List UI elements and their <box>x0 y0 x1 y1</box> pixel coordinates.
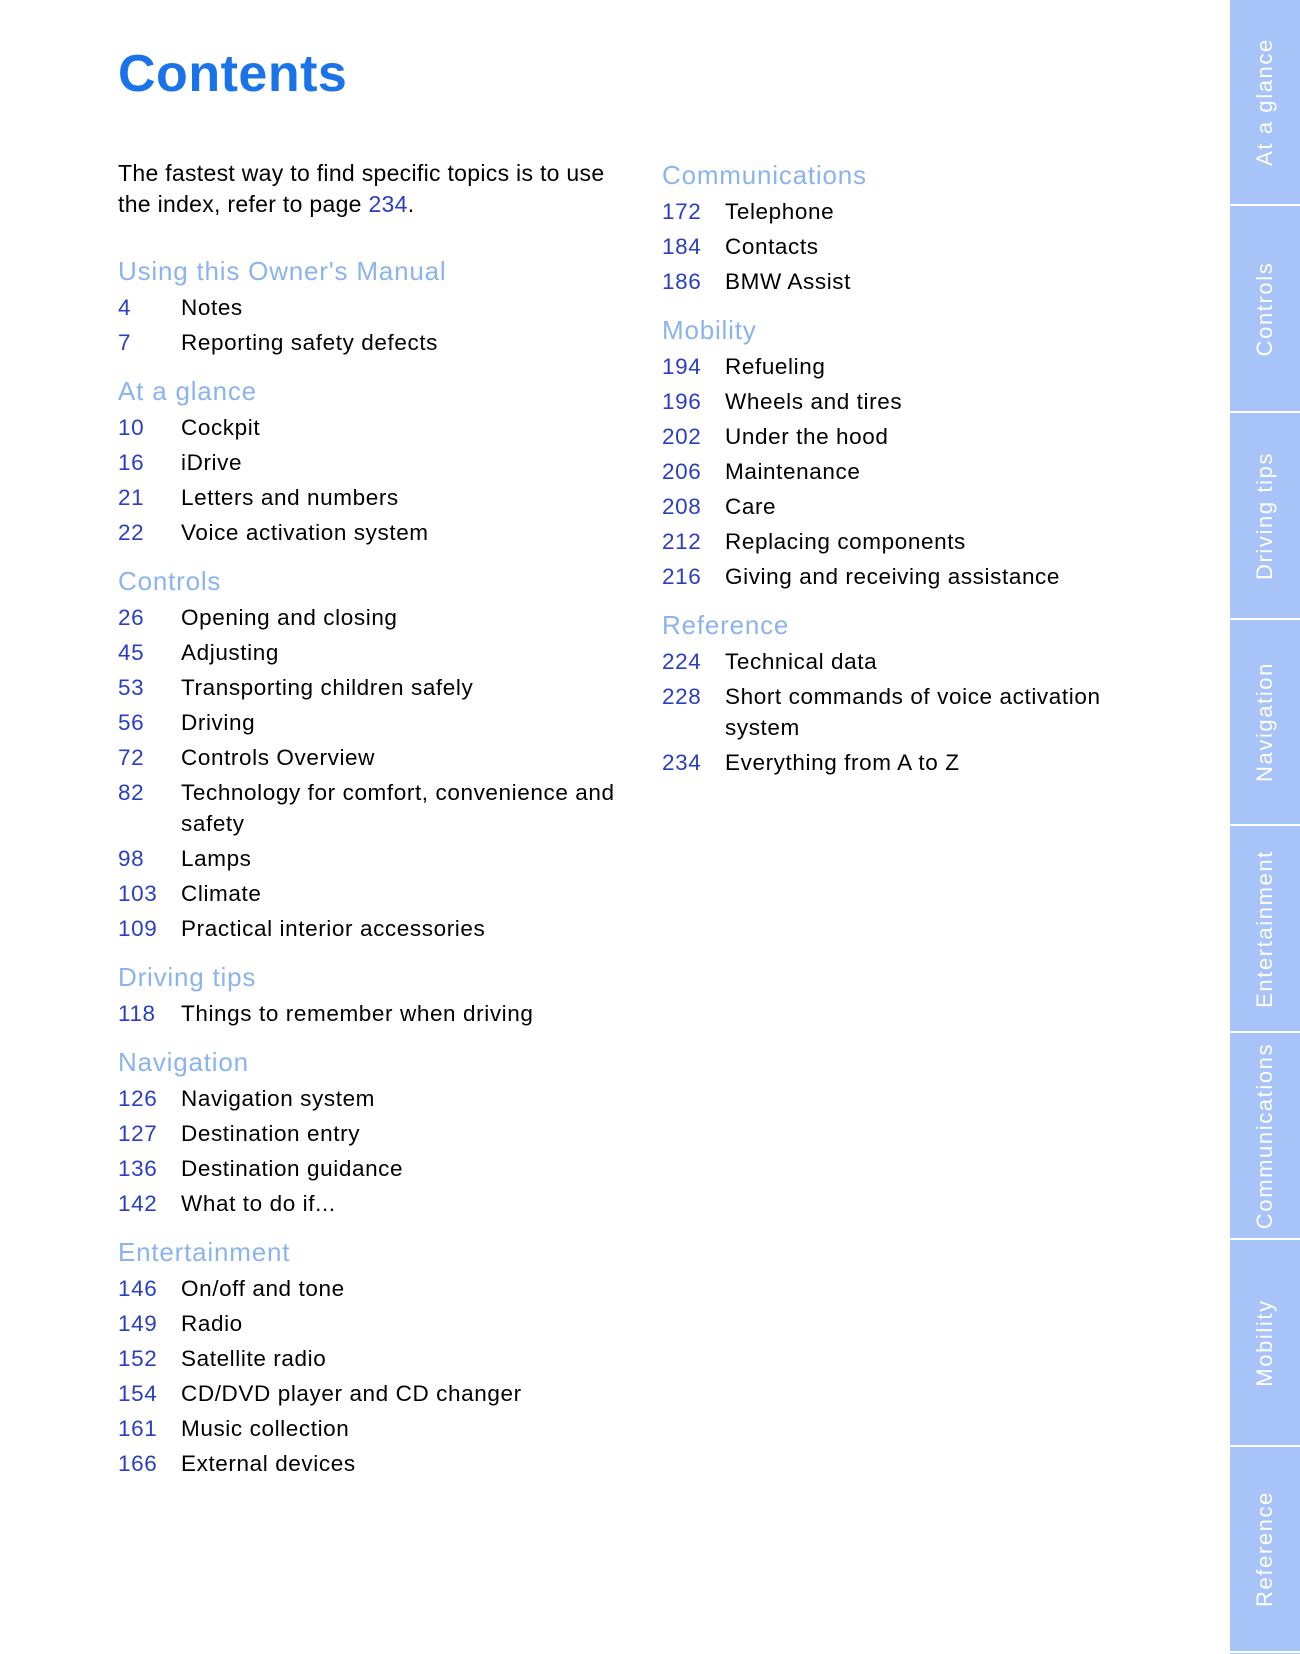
toc-entry[interactable] <box>118 1118 638 1149</box>
sidebar-tab-navigation[interactable] <box>1230 620 1300 826</box>
page-number[interactable]: 224 <box>662 649 702 674</box>
toc-entry[interactable] <box>662 456 1132 487</box>
page-number[interactable]: 16 <box>118 450 145 475</box>
right-column <box>662 158 1132 794</box>
page-number[interactable]: 149 <box>118 1311 158 1336</box>
toc-entry[interactable] <box>662 266 1132 297</box>
sidebar-tab-label: Controls <box>1252 261 1277 357</box>
entry-title[interactable]: BMW Assist <box>725 269 852 294</box>
toc-entry[interactable] <box>118 1083 638 1114</box>
sidebar-tab-driving-tips[interactable] <box>1230 414 1300 620</box>
entry-title[interactable]: Cockpit <box>181 415 261 440</box>
page-number[interactable]: 216 <box>662 564 702 589</box>
chapter-tab-sidebar <box>1230 0 1300 1654</box>
section-entertainment <box>118 1235 638 1479</box>
sidebar-tab-mobility[interactable] <box>1230 1241 1300 1447</box>
page-number[interactable]: 72 <box>118 745 145 770</box>
page-number[interactable]: 172 <box>662 199 702 224</box>
page-number[interactable]: 184 <box>662 234 702 259</box>
page-number[interactable]: 154 <box>118 1381 158 1406</box>
toc-entry[interactable] <box>118 843 638 874</box>
page-number[interactable]: 118 <box>118 1001 156 1026</box>
entry-title[interactable]: Care <box>725 494 777 519</box>
toc-entry[interactable] <box>118 1188 638 1219</box>
page-number[interactable]: 202 <box>662 424 702 449</box>
entry-title[interactable]: Opening and closing <box>181 605 398 630</box>
entry-title[interactable]: What to do if... <box>181 1191 336 1216</box>
page-number[interactable]: 146 <box>118 1276 158 1301</box>
page-number[interactable]: 152 <box>118 1346 158 1371</box>
page-number[interactable]: 206 <box>662 459 702 484</box>
page-number[interactable]: 228 <box>662 684 702 709</box>
page-number[interactable]: 53 <box>118 675 145 700</box>
toc-entry[interactable] <box>118 482 638 513</box>
toc-entry[interactable] <box>662 526 1132 557</box>
page-number[interactable]: 142 <box>118 1191 158 1216</box>
entry-title[interactable]: Everything from A to Z <box>725 750 960 775</box>
page-number[interactable]: 22 <box>118 520 145 545</box>
page-number[interactable]: 82 <box>118 780 145 805</box>
entry-title[interactable]: Things to remember when driving <box>181 1001 534 1026</box>
intro-paragraph <box>118 158 638 220</box>
toc-entry[interactable] <box>118 292 638 323</box>
sidebar-tab-label: At a glance <box>1252 38 1277 166</box>
right-sections <box>662 158 1132 778</box>
sidebar-tab-entertainment[interactable] <box>1230 827 1300 1033</box>
sidebar-tab-communications[interactable] <box>1230 1034 1300 1240</box>
entry-title[interactable]: Contacts <box>725 234 819 259</box>
page-number[interactable]: 4 <box>118 295 132 320</box>
intro-text: The fastest way to find specific topics is to use the index, refer to page <box>118 160 605 217</box>
page-number[interactable]: 136 <box>118 1156 158 1181</box>
sidebar-tab-controls[interactable] <box>1230 207 1300 413</box>
entry-title[interactable]: Transporting children safely <box>181 675 474 700</box>
page-number[interactable]: 127 <box>118 1121 158 1146</box>
toc-entry[interactable] <box>662 491 1132 522</box>
entry-title[interactable]: Under the hood <box>725 424 889 449</box>
entry-title[interactable]: Radio <box>181 1311 243 1336</box>
toc-entry[interactable] <box>118 1413 638 1444</box>
page-number[interactable]: 196 <box>662 389 702 414</box>
page-number[interactable]: 21 <box>118 485 145 510</box>
toc-entry[interactable] <box>118 447 638 478</box>
page-number[interactable]: 186 <box>662 269 702 294</box>
toc-entry[interactable] <box>662 646 1132 677</box>
entry-title[interactable]: Telephone <box>725 199 835 224</box>
entry-title[interactable]: iDrive <box>181 450 243 475</box>
section-using-this-owner-s-manual <box>118 254 638 358</box>
toc-entry[interactable] <box>118 1153 638 1184</box>
entry-title[interactable]: Satellite radio <box>181 1346 327 1371</box>
section-heading[interactable]: At a glance <box>118 376 257 406</box>
entry-title[interactable]: Refueling <box>725 354 826 379</box>
toc-entry[interactable] <box>118 1378 638 1409</box>
entry-title[interactable]: Letters and numbers <box>181 485 399 510</box>
section-heading[interactable]: Communications <box>662 160 867 190</box>
toc-entry[interactable] <box>118 913 638 944</box>
intro-end: . <box>407 191 415 217</box>
toc-entry[interactable] <box>118 412 638 443</box>
page-number[interactable]: 56 <box>118 710 145 735</box>
toc-entry[interactable] <box>118 878 638 909</box>
sidebar-tab-label: Driving tips <box>1252 451 1277 580</box>
entry-title[interactable]: Practical interior accessories <box>181 916 486 941</box>
toc-entry[interactable] <box>118 707 638 738</box>
sidebar-tab-label: Reference <box>1252 1491 1277 1608</box>
entry-title[interactable]: Destination entry <box>181 1121 361 1146</box>
page-number[interactable]: 126 <box>118 1086 158 1111</box>
entry-title[interactable]: Navigation system <box>181 1086 376 1111</box>
toc-entry[interactable] <box>662 196 1132 227</box>
toc-entry[interactable] <box>118 1343 638 1374</box>
entry-title[interactable]: Maintenance <box>725 459 861 484</box>
entry-title[interactable]: Giving and receiving assistance <box>725 564 1061 589</box>
toc-entry[interactable] <box>662 351 1132 382</box>
page-number[interactable]: 98 <box>118 846 145 871</box>
entry-title[interactable]: Wheels and tires <box>725 389 903 414</box>
toc-entry[interactable] <box>118 777 638 839</box>
toc-entry[interactable] <box>662 561 1132 592</box>
section-communications <box>662 158 1132 297</box>
page-number[interactable]: 161 <box>118 1416 158 1441</box>
page-title: Contents <box>118 45 348 103</box>
section-heading[interactable]: Reference <box>662 610 790 640</box>
section-mobility <box>662 313 1132 592</box>
page-number[interactable]: 26 <box>118 605 145 630</box>
toc-entry[interactable] <box>118 1273 638 1304</box>
toc-entry[interactable] <box>118 637 638 668</box>
sidebar-tab-label: Mobility <box>1252 1298 1277 1387</box>
toc-entry[interactable] <box>118 742 638 773</box>
toc-entry[interactable] <box>118 602 638 633</box>
entry-title[interactable]: Short commands of voice activation system <box>725 684 1101 740</box>
entry-title[interactable]: CD/DVD player and CD changer <box>181 1381 522 1406</box>
toc-entry[interactable] <box>118 998 638 1029</box>
toc-entry[interactable] <box>118 517 638 548</box>
page-number[interactable]: 208 <box>662 494 702 519</box>
section-at-a-glance <box>118 374 638 548</box>
sidebar-tab-label: Communications <box>1252 1042 1277 1229</box>
toc-entry[interactable] <box>118 327 638 358</box>
entry-title[interactable]: On/off and tone <box>181 1276 345 1301</box>
toc-entry[interactable] <box>662 231 1132 262</box>
page-number[interactable]: 194 <box>662 354 702 379</box>
page-number[interactable]: 45 <box>118 640 145 665</box>
section-controls <box>118 564 638 944</box>
entry-title[interactable]: Destination guidance <box>181 1156 404 1181</box>
sidebar-tab-label: Entertainment <box>1252 850 1277 1008</box>
section-heading[interactable]: Driving tips <box>118 962 257 992</box>
entry-title[interactable]: Replacing components <box>725 529 966 554</box>
sidebar-tab-reference[interactable] <box>1230 1447 1300 1653</box>
entry-title[interactable]: Reporting safety defects <box>181 330 439 355</box>
entry-title[interactable]: External devices <box>181 1451 356 1476</box>
section-heading[interactable]: Mobility <box>662 315 757 345</box>
section-reference <box>662 608 1132 778</box>
section-heading[interactable]: Navigation <box>118 1047 249 1077</box>
page-number[interactable]: 166 <box>118 1451 158 1476</box>
entry-title[interactable]: Driving <box>181 710 256 735</box>
entry-title[interactable]: Technology for comfort, convenience and safety <box>181 780 615 836</box>
toc-entry[interactable] <box>118 1448 638 1479</box>
toc-entry[interactable] <box>118 672 638 703</box>
toc-entry[interactable] <box>662 747 1132 778</box>
section-heading[interactable]: Controls <box>118 566 222 596</box>
entry-title[interactable]: Lamps <box>181 846 252 871</box>
section-navigation <box>118 1045 638 1219</box>
page-number[interactable]: 10 <box>118 415 145 440</box>
page-number[interactable]: 234 <box>662 750 702 775</box>
toc-entry[interactable] <box>662 681 1132 743</box>
toc-entry[interactable] <box>662 421 1132 452</box>
sidebar-tab-at-a-glance[interactable] <box>1230 0 1300 206</box>
section-heading[interactable]: Entertainment <box>118 1237 291 1267</box>
index-page-link[interactable]: 234 <box>368 191 408 217</box>
page-number[interactable]: 103 <box>118 881 158 906</box>
page-number[interactable]: 212 <box>662 529 702 554</box>
entry-title[interactable]: Music collection <box>181 1416 350 1441</box>
page-number[interactable]: 109 <box>118 916 158 941</box>
toc-entry[interactable] <box>662 386 1132 417</box>
section-driving-tips <box>118 960 638 1029</box>
entry-title[interactable]: Technical data <box>725 649 878 674</box>
entry-title[interactable]: Adjusting <box>181 640 279 665</box>
left-column <box>118 158 638 1495</box>
entry-title[interactable]: Voice activation system <box>181 520 429 545</box>
left-sections <box>118 254 638 1479</box>
toc-entry[interactable] <box>118 1308 638 1339</box>
page-number[interactable]: 7 <box>118 330 132 355</box>
entry-title[interactable]: Climate <box>181 881 262 906</box>
entry-title[interactable]: Notes <box>181 295 243 320</box>
section-heading[interactable]: Using this Owner's Manual <box>118 256 447 286</box>
entry-title[interactable]: Controls Overview <box>181 745 376 770</box>
sidebar-tab-label: Navigation <box>1252 662 1277 783</box>
